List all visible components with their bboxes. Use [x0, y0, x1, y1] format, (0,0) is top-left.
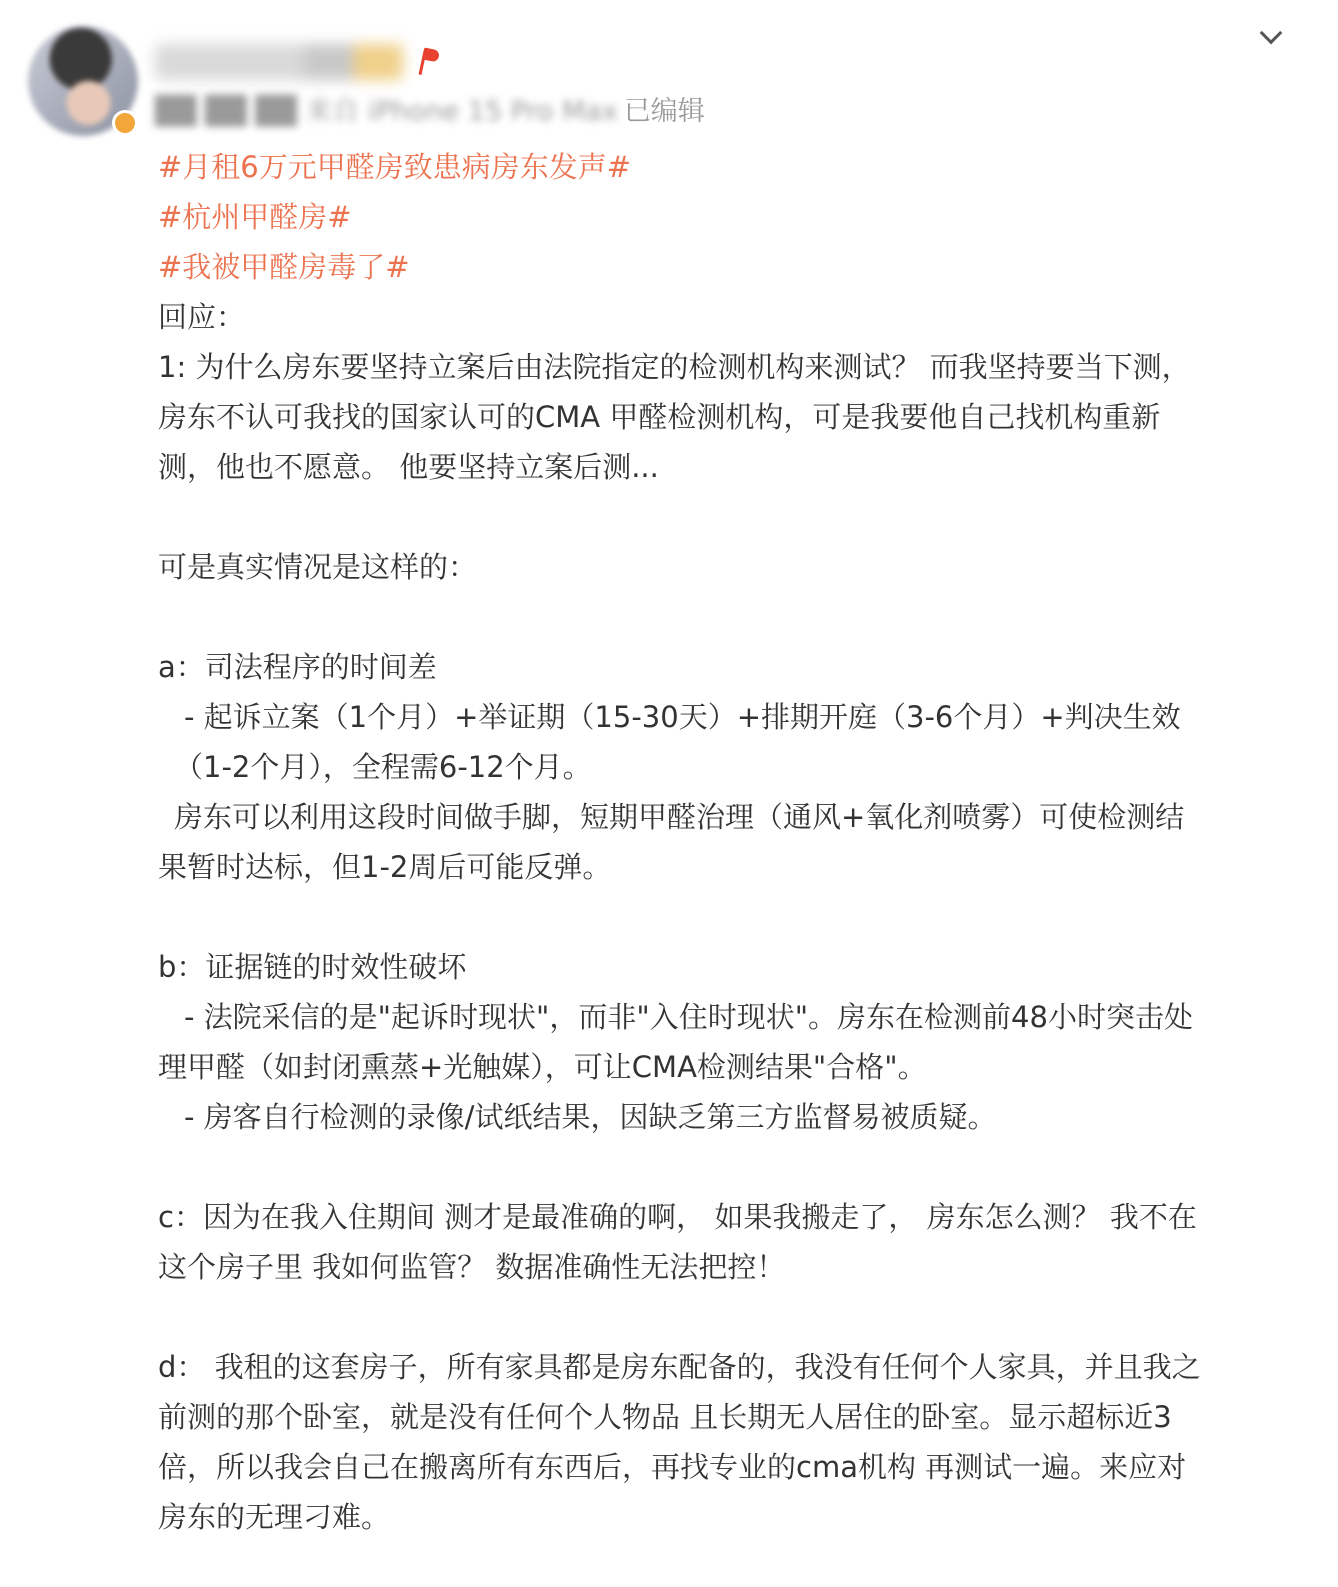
paragraph-line: 1: 为什么房东要坚持立案后由法院指定的检测机构来测试？ 而我坚持要当下测，	[158, 350, 1191, 384]
flag-icon	[417, 47, 443, 77]
hashtag-link[interactable]: #杭州甲醛房#	[158, 200, 352, 234]
section-heading: a：司法程序的时间差	[158, 650, 437, 684]
paragraph-line: c：因为在我入住期间 测才是最准确的啊， 如果我搬走了， 房东怎么测？ 我不在	[158, 1200, 1197, 1234]
paragraph-line: d： 我租的这套房子，所有家具都是房东配备的，我没有任何个人家具，并且我之	[158, 1350, 1201, 1384]
post-source: ██ ██ ██ 来自 iPhone 15 Pro Max	[155, 95, 618, 127]
blank-line	[158, 892, 1298, 942]
section-heading: b：证据链的时效性破坏	[158, 950, 467, 984]
paragraph-line: 可是真实情况是这样的：	[158, 550, 478, 584]
paragraph-line: 房东可以利用这段时间做手脚，短期甲醛治理（通风+氧化剂喷雾）可使检测结	[174, 800, 1185, 834]
paragraph-line: - 法院采信的是"起诉时现状"，而非"入住时现状"。房东在检测前48小时突击处	[184, 1000, 1193, 1034]
edited-label[interactable]: 已编辑	[623, 95, 705, 127]
blank-line	[158, 492, 1298, 542]
more-options-button[interactable]	[1252, 22, 1290, 52]
paragraph-line: - 房客自行检测的录像/试纸结果，因缺乏第三方监督易被质疑。	[184, 1100, 997, 1134]
paragraph-line: 果暂时达标，但1-2周后可能反弹。	[158, 850, 612, 884]
paragraph-line: 这个房子里 我如何监管？ 数据准确性无法把控！	[158, 1250, 786, 1284]
paragraph-line: 测，他也不愿意。 他要坚持立案后测...	[158, 450, 659, 484]
chevron-down-icon	[1260, 22, 1283, 45]
paragraph-line: 理甲醛（如封闭熏蒸+光触媒），可让CMA检测结果"合格"。	[158, 1050, 927, 1084]
hashtag-link[interactable]: #我被甲醛房毒了#	[158, 250, 410, 284]
author-row	[155, 38, 443, 86]
post-content	[158, 142, 1298, 1542]
paragraph-line: （1-2个月），全程需6-12个月。	[174, 750, 592, 784]
blank-line	[158, 1142, 1298, 1192]
verified-badge-icon	[112, 110, 138, 136]
post-meta	[155, 88, 705, 128]
paragraph-line: 前测的那个卧室，就是没有任何个人物品 且长期无人居住的卧室。显示超标近3	[158, 1400, 1172, 1434]
blank-line	[158, 592, 1298, 642]
paragraph-line: 回应：	[158, 300, 246, 334]
hashtag-link[interactable]: #月租6万元甲醛房致患病房东发声#	[158, 150, 632, 184]
paragraph-line: 倍，所以我会自己在搬离所有东西后，再找专业的cma机构 再测试一遍。来应对	[158, 1450, 1187, 1484]
blank-line	[158, 1292, 1298, 1342]
author-name[interactable]	[155, 44, 403, 80]
paragraph-line: - 起诉立案（1个月）+举证期（15-30天）+排期开庭（3-6个月）+判决生效	[184, 700, 1181, 734]
paragraph-line: 房东不认可我找的国家认可的CMA 甲醛检测机构，可是我要他自己找机构重新	[158, 400, 1161, 434]
paragraph-line: 房东的无理刁难。	[158, 1500, 391, 1534]
